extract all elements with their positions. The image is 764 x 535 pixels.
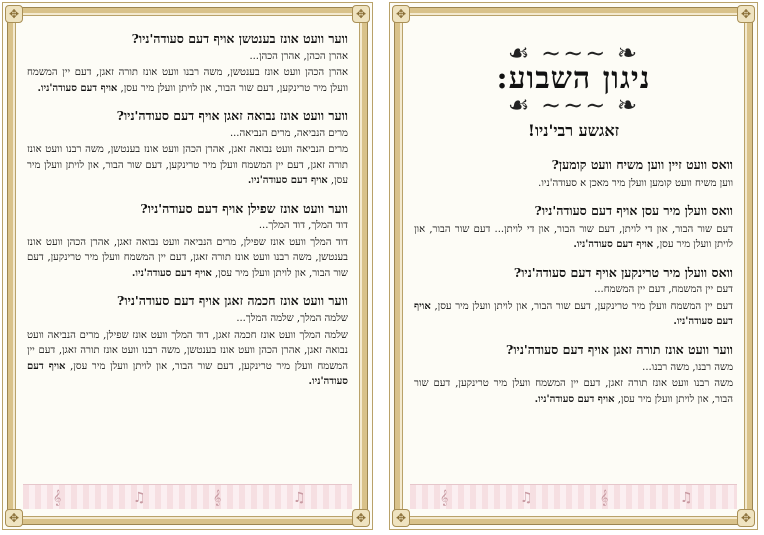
answer: דעם יין המשמח וועלן מיר טרינקען, דעם שור הבור, און לויתן וועלן מיר עסן, אויף דעם סעודה'ניו.: [414, 300, 733, 328]
right-content: [414, 31, 733, 481]
section: [414, 342, 733, 407]
refrain: משה רבנו, משה רבנו...: [642, 361, 733, 373]
left-content: [27, 31, 348, 481]
refrain: דוד המלך, דוד המלך...: [258, 220, 348, 232]
answer: ווען משיח וועט קומען וועלן מיר מאכן א סעודה'ניו.: [538, 177, 733, 189]
flourish-bottom-icon: ❧ ∽∽∽ ☙: [507, 91, 640, 119]
music-note-icon: ♫: [680, 490, 693, 506]
corner-ornament-icon: ✥: [5, 509, 23, 527]
flourish-top-icon: ❧ ∽∽∽ ☙: [507, 39, 640, 67]
question: ווער וועט אונז נבואה זאגן אויף דעם סעודה'ניו?: [116, 108, 348, 124]
section: [27, 201, 348, 282]
corner-ornament-icon: ✥: [392, 5, 410, 23]
question: ווער וועט אונז בענטשן אויף דעם סעודה'ניו?: [131, 31, 348, 46]
corner-ornament-icon: ✥: [737, 509, 755, 527]
answer: שלמה המלך וועט אונז חכמה זאגן, דוד המלך וועט אונז שפילן, מרים הנביאה וועט נבואה זאגן, אהרן הכהן וועט אונז בענטשן, משה רבנו וועט אונז תורה זאגן, דעם יין המשמח וועלן מיר טרינקען, דעם שור הבור, און לויתן וועלן מיר עסן, אויף דעם סעודה'ניו.: [27, 329, 348, 387]
answer: דעם שור הבור, און די לויתן, דעם שור הבור, און די לויתן... דעם שור הבור, און לויתן וועלן מיר עסן, אויף דעם סעודה'ניו.: [414, 223, 733, 251]
question: וואס וועט זיין ווען משיח וועט קומען?: [551, 157, 733, 172]
corner-ornament-icon: ✥: [5, 5, 23, 23]
music-note-icon: ♫: [293, 490, 306, 506]
treble-clef-icon: 𝄞: [440, 490, 449, 506]
refrain: מרים הנביאה, מרים הנביאה...: [229, 127, 348, 139]
page-title: ניגון השבוע:: [496, 61, 651, 96]
corner-ornament-icon: ✥: [352, 509, 370, 527]
section: [27, 108, 348, 189]
section: [27, 293, 348, 389]
question: ווער וועט אונז תורה זאגן אויף דעם סעודה'ניו?: [506, 341, 733, 357]
answer: משה רבנו וועט אונז תורה זאגן, דעם יין המשמח וועלן מיר טרינקען, דעם שור הבור, און לויתן וועלן מיר עסן, אויף דעם סעודה'ניו.: [414, 378, 733, 405]
corner-ornament-icon: ✥: [392, 509, 410, 527]
treble-clef-icon: 𝄞: [213, 490, 222, 506]
right-page: [389, 2, 758, 530]
corner-ornament-icon: ✥: [352, 5, 370, 23]
answer: מרים הנביאה וועט נבואה זאגן, אהרן הכהן וועט אונז בענטשן, משה רבנו וועט אונז תורה זאגן, דעם יין המשמח וועלן מיר טרינקען, דעם שור הבור, און לויתן וועלן מיר עסן, אויף דעם סעודה'ניו.: [27, 144, 348, 187]
refrain: דעם יין המשמח, דעם יין המשמח...: [594, 284, 733, 296]
question: וואס וועלן מיר טרינקען אויף דעם סעודה'ניו?: [513, 264, 733, 280]
music-note-icon: ♫: [133, 490, 146, 506]
section: [414, 203, 733, 253]
treble-clef-icon: 𝄞: [600, 490, 609, 506]
section: [414, 265, 733, 330]
question: וואס וועלן מיר עסן אויף דעם סעודה'ניו?: [534, 203, 733, 219]
treble-clef-icon: 𝄞: [53, 490, 62, 506]
answer: דוד המלך וועט אונז שפילן, מרים הנביאה וועט נבואה זאגן, אהרן הכהן וועט אונז בענטשן, משה רבנו וועט אונז תורה זאגן, דעם יין המשמח וועלן מיר טרינקען, דעם שור הבור, און לויתן וועלן מיר עסן, אויף דעם סעודה'ניו.: [27, 236, 348, 279]
section: [414, 157, 733, 191]
refrain: שלמה המלך, שלמה המלך...: [236, 313, 348, 324]
left-page: [2, 2, 373, 530]
corner-ornament-icon: ✥: [737, 5, 755, 23]
section: [27, 31, 348, 96]
question: ווער וועט אונז חכמה זאגן אויף דעם סעודה'ניו?: [117, 293, 348, 309]
page-subtitle: זאגשע רבי'ניו!: [527, 121, 620, 140]
refrain: אהרן הכהן, אהרן הכהן...: [249, 50, 348, 62]
question: ווער וועט אונז שפילן אויף דעם סעודה'ניו?: [140, 200, 348, 216]
music-note-icon: ♫: [520, 490, 533, 506]
title-cartouche: [439, 39, 709, 119]
answer: אהרן הכהן וועט אונז בענטשן, משה רבנו וועט אונז תורה זאגן, דעם יין המשמח וועלן מיר טרינקען, דעם שור הבור, און לויתן וועלן מיר עסן, אויף דעם סעודה'ניו.: [27, 67, 348, 94]
page-gap: [374, 0, 388, 535]
